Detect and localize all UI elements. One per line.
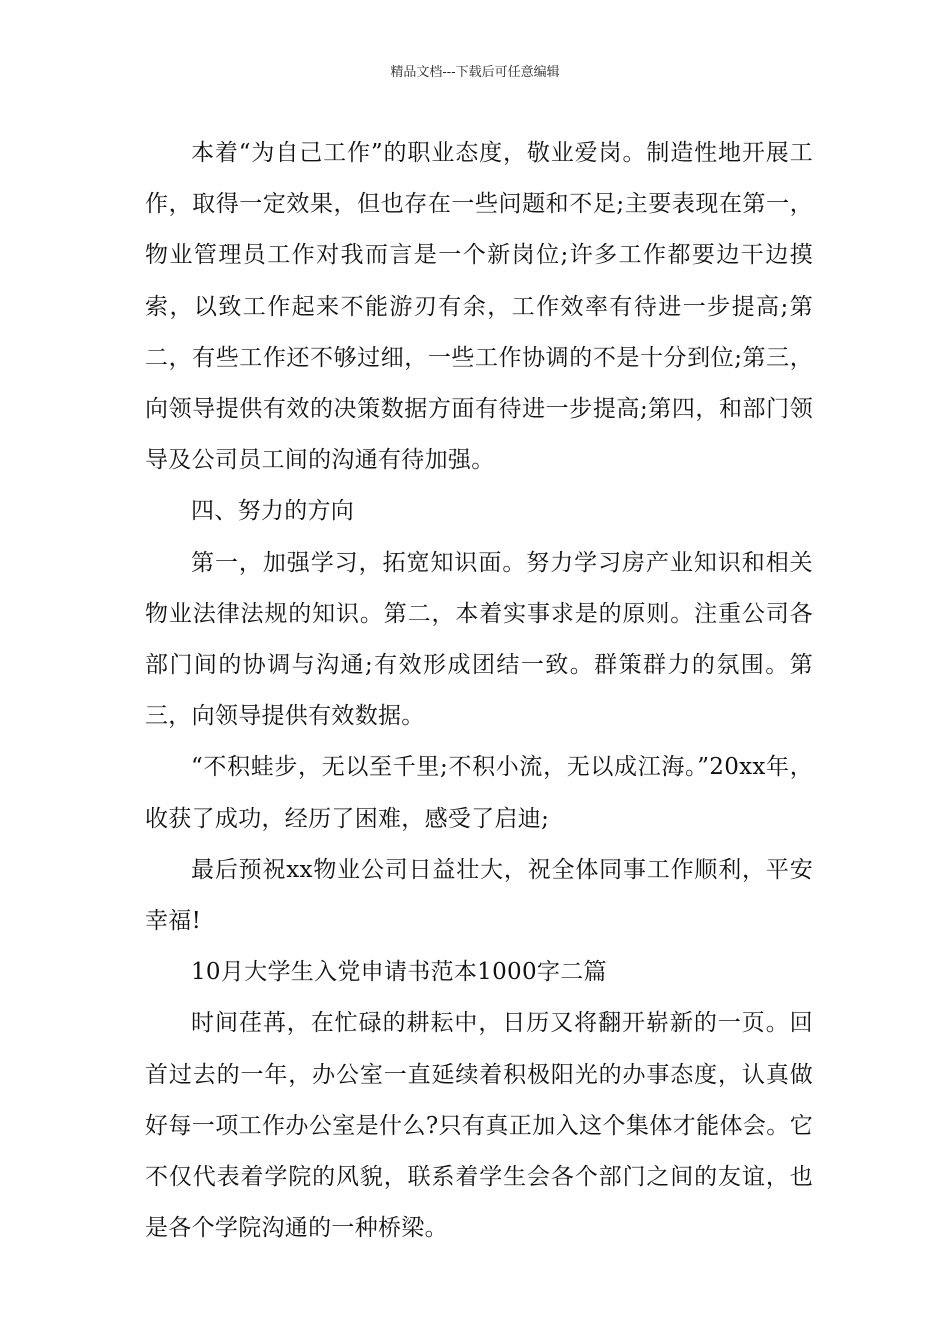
paragraph-improvement-plan: 第一，加强学习，拓宽知识面。努力学习房产业知识和相关物业法律法规的知识。第二，本着实事求是的原则。注重公司各部门间的协调与沟通;有效形成团结一致。群策群力的氛围。第三，向领导提供有效数据。 xyxy=(145,549,813,730)
paragraph-closing-wishes: 最后预祝xx物业公司日益壮大，祝全体同事工作顺利，平安幸福! xyxy=(145,856,813,935)
paragraph-self-assessment: 本着“为自己工作”的职业态度，敬业爱岗。制造性地开展工作，取得一定效果，但也存在一些问题和不足;主要表现在第一，物业管理员工作对我而言是一个新岗位;许多工作都要边干边摸索，以致工作起来不能游刃有余，工作效率有待进一步提高;第二，有些工作还不够过细，一些工作协调的不是十分到位;第三，向领导提供有效的决策数据方面有待进一步提高;第四，和部门领导及公司员工间的沟通有待加强。 xyxy=(145,140,813,474)
section-heading-direction: 四、努力的方向 xyxy=(191,498,355,525)
document-body xyxy=(145,128,813,1254)
document-subtitle: 10月大学生入党申请书范本1000字二篇 xyxy=(191,959,607,986)
paragraph-office-intro: 时间荏苒，在忙碌的耕耘中，日历又将翻开崭新的一页。回首过去的一年，办公室一直延续着积极阳光的办事态度，认真做好每一项工作办公室是什么?只有真正加入这个集体才能体会。它不仅代表着学院的风貌，联系着学生会各个部门之间的友谊，也是各个学院沟通的一种桥梁。 xyxy=(145,1010,813,1242)
paragraph-quote: “不积蛙步，无以至千里;不积小流，无以成江海。”20xx年，收获了成功，经历了困难，感受了启迪; xyxy=(145,754,813,832)
page-header: 精品文档---下载后可任意编辑 xyxy=(390,65,560,80)
